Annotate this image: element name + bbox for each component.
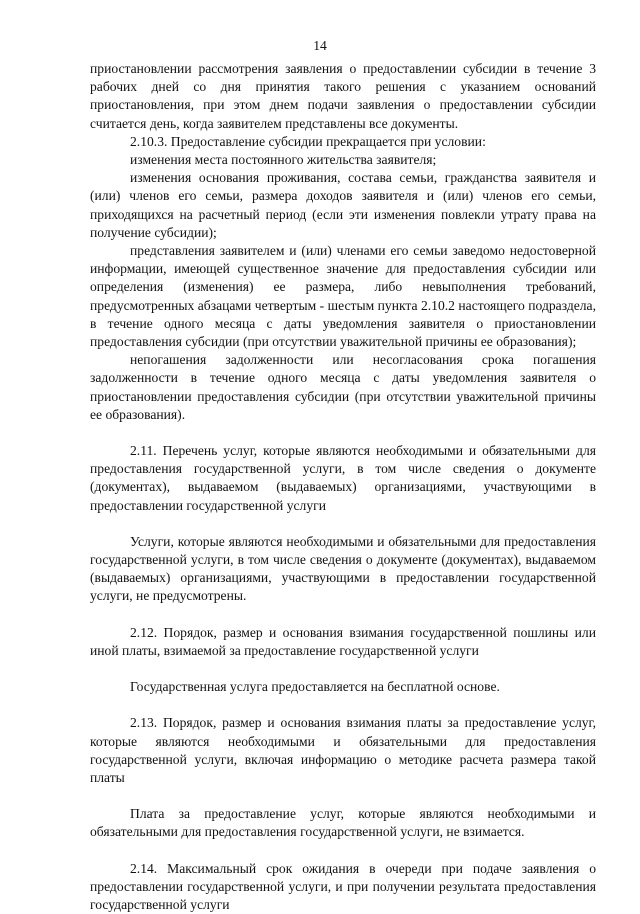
page-number: 14 <box>313 38 327 53</box>
section-heading-2-13: 2.13. Порядок, размер и основания взимания платы за предоставление услуг, которые являются необходимыми и обязательными для предоставления государственной услуги, включая информацию о методике расчета размера такой платы <box>90 715 596 785</box>
document-body <box>90 60 596 914</box>
paragraph-services-not-provided: Услуги, которые являются необходимыми и обязательными для предоставления государственной услуги, в том числе сведения о документе (документах), выдаваемом (выдаваемых) организациями, участвующими в предоставлении государственной услуги, не предусмотрены. <box>90 533 596 604</box>
section-gap <box>90 696 596 714</box>
paragraph-suspension-continued: приостановлении рассмотрения заявления о предоставлении субсидии в течение 3 рабочих дней со дня принятия такого решения с указанием оснований приостановления, при этом днем подачи заявления о предоставлении субсидии считается день, когда заявителем представлены все документы. <box>90 61 596 131</box>
section-heading-2-11: 2.11. Перечень услуг, которые являются необходимыми и обязательными для предоставления государственной услуги, в том числе сведения о документе (документах), выдаваемом (выдаваемых) организациями, участвующими в предоставлении государственной услуги <box>90 443 596 513</box>
paragraph-non-repayment: непогашения задолженности или несогласования срока погашения задолженности в течение одного месяца с даты уведомления заявителя о приостановлении предоставления субсидии (при отсутствии уважительной причины ее образования). <box>90 352 596 422</box>
paragraph-false-information: представления заявителем и (или) членами его семьи заведомо недостоверной информации, имеющей существенное значение для предоставления субсидии или определения (изменения) ее размера, либо невыполнения требований, предусмотренных абзацами четвертым - шестым пункта 2.10.2 настоящего подраздела, в течение одного месяца с даты уведомления заявителя о приостановлении предоставления субсидии (при отсутствии уважительной причины ее образования); <box>90 243 596 350</box>
section-heading-2-14: 2.14. Максимальный срок ожидания в очереди при подаче заявления о предоставлении государственной услуги, и при получении результата предоставления государственной услуги <box>90 860 596 912</box>
section-gap <box>90 842 596 860</box>
paragraph-change-basis: изменения основания проживания, состава семьи, гражданства заявителя и (или) членов его семьи, размера доходов заявителя и (или) членов его семьи, приходящихся на расчетный период (если эти изменения повлекли утрату права на получение субсидии); <box>90 170 596 240</box>
section-heading-2-12: 2.12. Порядок, размер и основания взимания государственной пошлины или иной платы, взимаемой за предоставление государственной услуги <box>90 624 596 658</box>
section-gap <box>90 515 596 533</box>
paragraph-free-of-charge: Государственная услуга предоставляется на бесплатной основе. <box>130 679 500 695</box>
section-gap <box>90 606 596 624</box>
section-gap <box>90 787 596 805</box>
section-gap <box>90 424 596 442</box>
paragraph-change-residence: изменения места постоянного жительства заявителя; <box>130 152 437 168</box>
paragraph-fee-not-charged: Плата за предоставление услуг, которые являются необходимыми и обязательными для предоставления государственной услуги, не взимается. <box>90 806 596 840</box>
paragraph-2-10-3: 2.10.3. Предоставление субсидии прекращается при условии: <box>130 133 486 149</box>
section-gap <box>90 660 596 678</box>
